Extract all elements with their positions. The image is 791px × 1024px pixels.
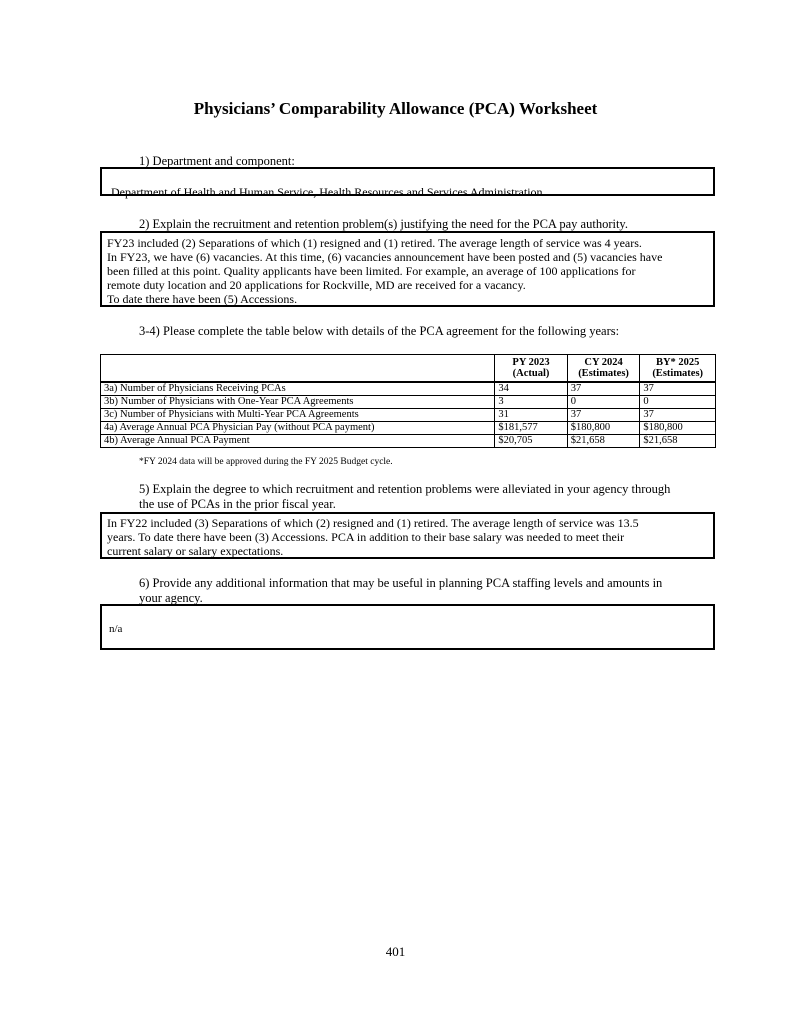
q1-answer: Department of Health and Human Service, Health Resources and Services Administration: [111, 185, 543, 199]
q6-prompt-line: your agency.: [139, 591, 203, 605]
row-label: 3c) Number of Physicians with Multi-Year PCA Agreements: [101, 409, 495, 422]
table-row: [101, 382, 716, 396]
row-value: 37: [640, 409, 716, 422]
q2-line: FY23 included (2) Separations of which (1) resigned and (1) retired. The average length of service was 4 years.: [107, 236, 642, 250]
row-value: $21,658: [640, 435, 716, 448]
q1-answer-box: [100, 167, 715, 199]
q5-line: In FY22 included (3) Separations of which (2) resigned and (1) retired. The average length of service was 13.5: [107, 516, 639, 530]
table-row: [101, 435, 716, 448]
row-value: 0: [567, 396, 640, 409]
table-header-row: [101, 355, 716, 383]
row-value: 37: [567, 409, 640, 422]
pca-table: [100, 354, 716, 448]
q6-prompt-line: 6) Provide any additional information that may be useful in planning PCA staffing levels and amounts in: [139, 576, 663, 590]
page-number: 401: [385, 944, 406, 959]
q5-line: current salary or salary expectations.: [107, 544, 284, 558]
row-value: $21,658: [567, 435, 640, 448]
q2-line: remote duty location and 20 applications for Rockville, MD are received for a vacancy.: [107, 278, 526, 292]
row-value: $20,705: [495, 435, 567, 448]
row-value: $181,577: [495, 422, 567, 435]
header-line2: (Estimates): [578, 368, 629, 379]
q2-prompt: 2) Explain the recruitment and retention problem(s) justifying the need for the PCA pay authority.: [139, 217, 628, 231]
q2-line: been filled at this point. Quality applicants have been limited. For example, an average of 100 applications for: [107, 264, 636, 278]
page-title: Physicians’ Comparability Allowance (PCA) Worksheet: [193, 99, 598, 118]
table-row: [101, 422, 716, 435]
q5-prompt-line: 5) Explain the degree to which recruitment and retention problems were alleviated in your agency through: [139, 482, 671, 496]
header-blank-cell: [101, 355, 495, 383]
q1-prompt: 1) Department and component:: [139, 154, 295, 168]
row-value: $180,800: [567, 422, 640, 435]
q5-answer-box: [100, 512, 715, 559]
q2-answer-box: [100, 231, 715, 307]
q5-line: years. To date there have been (3) Accessions. PCA in addition to their base salary was needed to meet their: [107, 530, 625, 544]
row-value: $180,800: [640, 422, 716, 435]
q5-prompt-line: the use of PCAs in the prior fiscal year.: [139, 497, 336, 511]
header-cy-2024: [567, 355, 640, 383]
header-line2: (Estimates): [652, 368, 704, 379]
q6-answer-box: [100, 604, 715, 650]
row-value: 34: [495, 382, 567, 396]
q6-answer: n/a: [109, 623, 123, 635]
row-value: 37: [567, 382, 640, 396]
row-value: 0: [640, 396, 716, 409]
header-by-2025: [640, 355, 716, 383]
q34-prompt: 3-4) Please complete the table below with details of the PCA agreement for the following years:: [139, 324, 620, 338]
q2-line: In FY23, we have (6) vacancies. At this time, (6) vacancies announcement have been posted and (5) vacancies have: [107, 250, 663, 264]
table-row: [101, 409, 716, 422]
row-label: 4b) Average Annual PCA Payment: [101, 435, 495, 448]
header-line1: CY 2024: [584, 357, 623, 368]
table-footnote: *FY 2024 data will be approved during the FY 2025 Budget cycle.: [139, 457, 393, 467]
header-line1: PY 2023: [512, 357, 550, 368]
row-value: 3: [495, 396, 567, 409]
row-label: 4a) Average Annual PCA Physician Pay (without PCA payment): [101, 422, 495, 435]
table-row: [101, 396, 716, 409]
header-line1: BY* 2025: [655, 357, 700, 368]
row-label: 3b) Number of Physicians with One-Year PCA Agreements: [101, 396, 495, 409]
header-line2: (Actual): [512, 368, 550, 379]
row-label: 3a) Number of Physicians Receiving PCAs: [101, 382, 495, 396]
q2-line: To date there have been (5) Accessions.: [107, 292, 298, 306]
header-py-2023: [495, 355, 567, 383]
row-value: 37: [640, 382, 716, 396]
row-value: 31: [495, 409, 567, 422]
